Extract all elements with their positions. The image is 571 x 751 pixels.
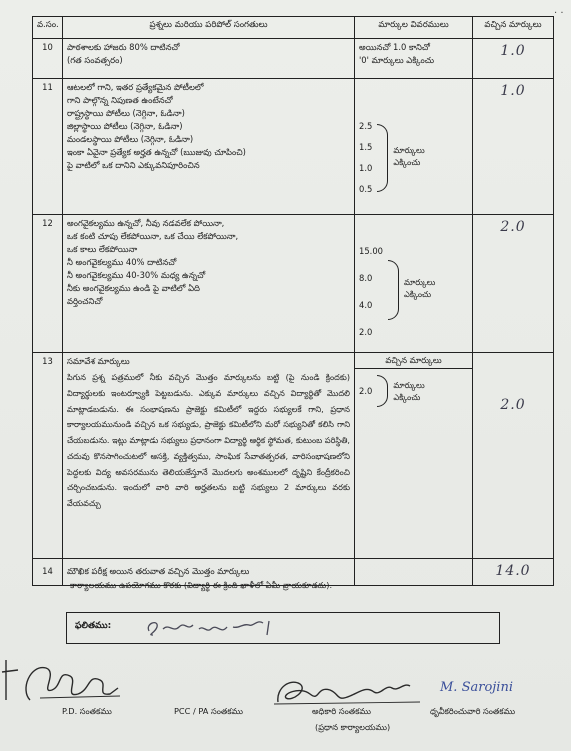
row-12-value: 15.00: [359, 246, 383, 256]
row-10-marks-details: [355, 39, 473, 79]
approver-signature-label: ధృవీకరించువారి సంతకము: [430, 706, 516, 716]
office-use-note: కార్యాలయము ఉపయోగము కొరకు (విద్యార్థి ఈ క్రింది ఖాళీలో ఏమీ వ్రాయకూడదు).: [70, 580, 333, 590]
table-header-row: [33, 17, 554, 39]
row-12-marks-details: [355, 215, 473, 353]
table-row-12: [33, 215, 554, 353]
row-13-marks-details: [355, 353, 473, 559]
row-10-score: 1.0: [500, 43, 526, 59]
member-signature-label: అధికారి సంతకము: [312, 706, 371, 716]
row-13-criteria: [63, 353, 355, 559]
row-11-value: 0.5: [359, 183, 373, 194]
header-criteria: ప్రశ్నలు మరియు పరిపోల్ సంగతులు: [63, 17, 355, 39]
row-11-sno: 11: [33, 79, 63, 215]
row-13-options: [359, 375, 468, 407]
row-12-sno: 12: [33, 215, 63, 353]
row-13-score-cell: [473, 353, 554, 559]
header-marks-obtained: వచ్చిన మార్కులు: [473, 17, 554, 39]
pcc-signature-label: PCC / PA సంతకము: [174, 706, 243, 716]
row-12-line: నీ అంగవైకల్యము 40-30% మధ్య ఉన్నచో: [67, 270, 206, 281]
row-11-score-cell: [473, 79, 554, 215]
row-12-line: నీ అంగవైకల్యము 40% దాటినచో: [67, 257, 177, 268]
row-12-brace-line: మార్కులు: [403, 276, 436, 287]
row-14-marks-details: [355, 559, 473, 586]
row-10-criteria: [63, 39, 355, 79]
approver-signature: M. Sarojini: [440, 680, 513, 695]
row-13-brace: [377, 375, 388, 407]
row-13-brace-line: ఎక్కించు: [393, 392, 421, 403]
row-10-score-cell: [473, 39, 554, 79]
row-11-options: [359, 81, 468, 207]
row-11-line: రాష్ట్రస్థాయి పోటీలు (నెగ్గినా, ఓడినా): [67, 108, 185, 119]
row-11-line: మండలస్థాయి పోటీలు (నెగ్గినా, ఓడినా): [67, 134, 194, 145]
row-11-criteria: [63, 79, 355, 215]
row-13-inner-header: వచ్చిన మార్కులు: [355, 353, 472, 369]
row-12-line: ఒక కాలు లేకపోయినా: [67, 244, 138, 255]
row-14-line: మౌఖిక పరీక్ష అయిన తరువాత వచ్చిన మొత్తం మార్కులు: [67, 566, 250, 577]
row-11-line: పై వాటిలో ఒక దానిని ఎక్కువనిపూరించిన: [67, 160, 200, 171]
result-box: [66, 612, 500, 644]
row-10-sno: 10: [33, 39, 63, 79]
header-sno: వ.సం.: [33, 17, 63, 39]
row-13-title: సమావేశ మార్కులు: [67, 356, 130, 366]
pd-signature: [0, 650, 130, 710]
row-11-line: ఇంకా ఏవైనా ప్రత్యేక అర్హత ఉన్నచో (ఋజువు చూపించి): [67, 147, 246, 158]
row-11-value: 1.5: [359, 141, 373, 152]
row-13-values: [359, 385, 372, 398]
row-13-sno: 13: [33, 353, 63, 559]
row-10-line: (గత సంవత్సరం): [67, 55, 123, 66]
row-12-value: 2.0: [359, 326, 373, 337]
row-11-brace-line: మార్కులు: [393, 144, 425, 155]
row-12-options: [359, 217, 468, 341]
row-13-brace-line: మార్కులు: [393, 379, 425, 390]
table-row-11: [33, 79, 554, 215]
row-11-brace: [377, 124, 388, 192]
row-11-brace-text: [393, 144, 424, 169]
row-12-value: 4.0: [359, 299, 373, 310]
row-12-brace-line: ఎక్కించు: [403, 289, 432, 299]
corner-mark: · ·: [554, 8, 564, 19]
row-11-brace-line: ఎక్కించు: [393, 157, 421, 167]
pd-signature-label: P.D. సంతకము: [62, 706, 112, 716]
row-13-value: 2.0: [359, 385, 373, 396]
row-10-marks-line: '0' మార్కులు ఎక్కించు: [359, 55, 434, 66]
table-row-13: [33, 353, 554, 559]
row-12-line: ఒక కంటి చూపు లేకపోయినా, ఒక చేయి లేకపోయినా,: [67, 231, 239, 242]
row-12-criteria: [63, 215, 355, 353]
marks-table: [32, 16, 554, 586]
row-11-line: జిల్లాస్థాయి పోటీలు (నెగ్గినా, ఓడినా): [67, 121, 183, 132]
row-12-score-cell: [473, 215, 554, 353]
row-13-paragraph: పిగున ప్రశ్న పత్రములో నీకు వచ్చిన మొత్తం మార్కులను బట్టి (పై నుండి క్రిందకు) విద్యార్థులకు ఇంటర్వ్యూకి పెట్టబడును. ఎక్కువ మార్కులు వచ్చిన విద్యార్థితో మొదలి మాట్లాడబడును. ఈ సంభాషణను ప్రాజెక్టు కమిటీలో ఇద్దరు సభ్యులకే గాని, ప్రధాన కార్యాలయమునుండి వచ్చిన ఒక సభ్యుడు, ప్రాజెక్టు కమిటీలోని మరో సభ్యునితో కలిసి గాని చేయబడును. ఇట్లు మాట్లాడు సభ్యులు ప్రధానంగా విద్యార్థి ఆర్థిక స్థోమత, కుటుంబ పరిస్థితి, చదువు కొనసాగించుటలో ఆసక్తి, వ్యక్తిత్వము, సాంఘిక సేవాతత్పరత, వారిసంభాషణలోని పెద్దలకు విద్య అవసరమును తెలియజేస్తూనే మొదలగు అంశములలో దృష్టిని కేంద్రీకరించి చర్చించబడును. ఇందులో వారి వారి అర్హతలను బట్టి సభ్యులు 2 మార్కులు వరకు వేయవచ్చు: [67, 372, 350, 509]
row-11-values: [359, 120, 372, 196]
row-12-values: [359, 245, 383, 339]
row-11-marks-details: [355, 79, 473, 215]
row-14-sno: 14: [33, 559, 63, 586]
row-12-value: 8.0: [359, 272, 373, 283]
row-12-line: అంగవైకల్యము ఉన్నచో, నీవు నడవలేక పోయినా,: [67, 218, 225, 228]
row-11-line: గాని పాల్గొన్న నిపుణత ఉంటేనచో: [67, 95, 173, 106]
row-13-score: 2.0: [500, 397, 526, 413]
result-label: ఫలితము:: [75, 621, 112, 631]
row-14-score-cell: [473, 559, 554, 586]
row-11-line: ఆటలలో గాని, ఇతర ప్రత్యేకమైన పోటీలలో: [67, 82, 204, 92]
row-12-brace: [388, 260, 399, 320]
member-signature-sublabel: (ప్రధాన కార్యాలయము): [315, 722, 391, 732]
row-12-line: నీకు అంగవైకల్యము ఉండి పై వాటిలో ఏది: [67, 283, 200, 294]
row-13-brace-text: [393, 379, 424, 404]
row-11-score: 1.0: [500, 83, 526, 99]
row-10-line: పాఠశాలకు హాజరు 80% దాటినచో: [67, 42, 180, 52]
header-marks-details: మార్కుల వివరములు: [355, 17, 473, 39]
row-10-marks-line: అయినచో 1.0 కానిచో: [359, 42, 430, 52]
result-signature: [141, 615, 301, 641]
row-12-brace-text: [404, 276, 435, 301]
row-11-value: 1.0: [359, 162, 373, 173]
table-row-10: [33, 39, 554, 79]
row-14-score: 14.0: [495, 563, 531, 579]
row-12-line: వర్తించనిచో: [67, 296, 103, 307]
member-signature: [270, 668, 430, 710]
row-11-value: 2.5: [359, 121, 373, 131]
row-12-score: 2.0: [500, 219, 526, 235]
